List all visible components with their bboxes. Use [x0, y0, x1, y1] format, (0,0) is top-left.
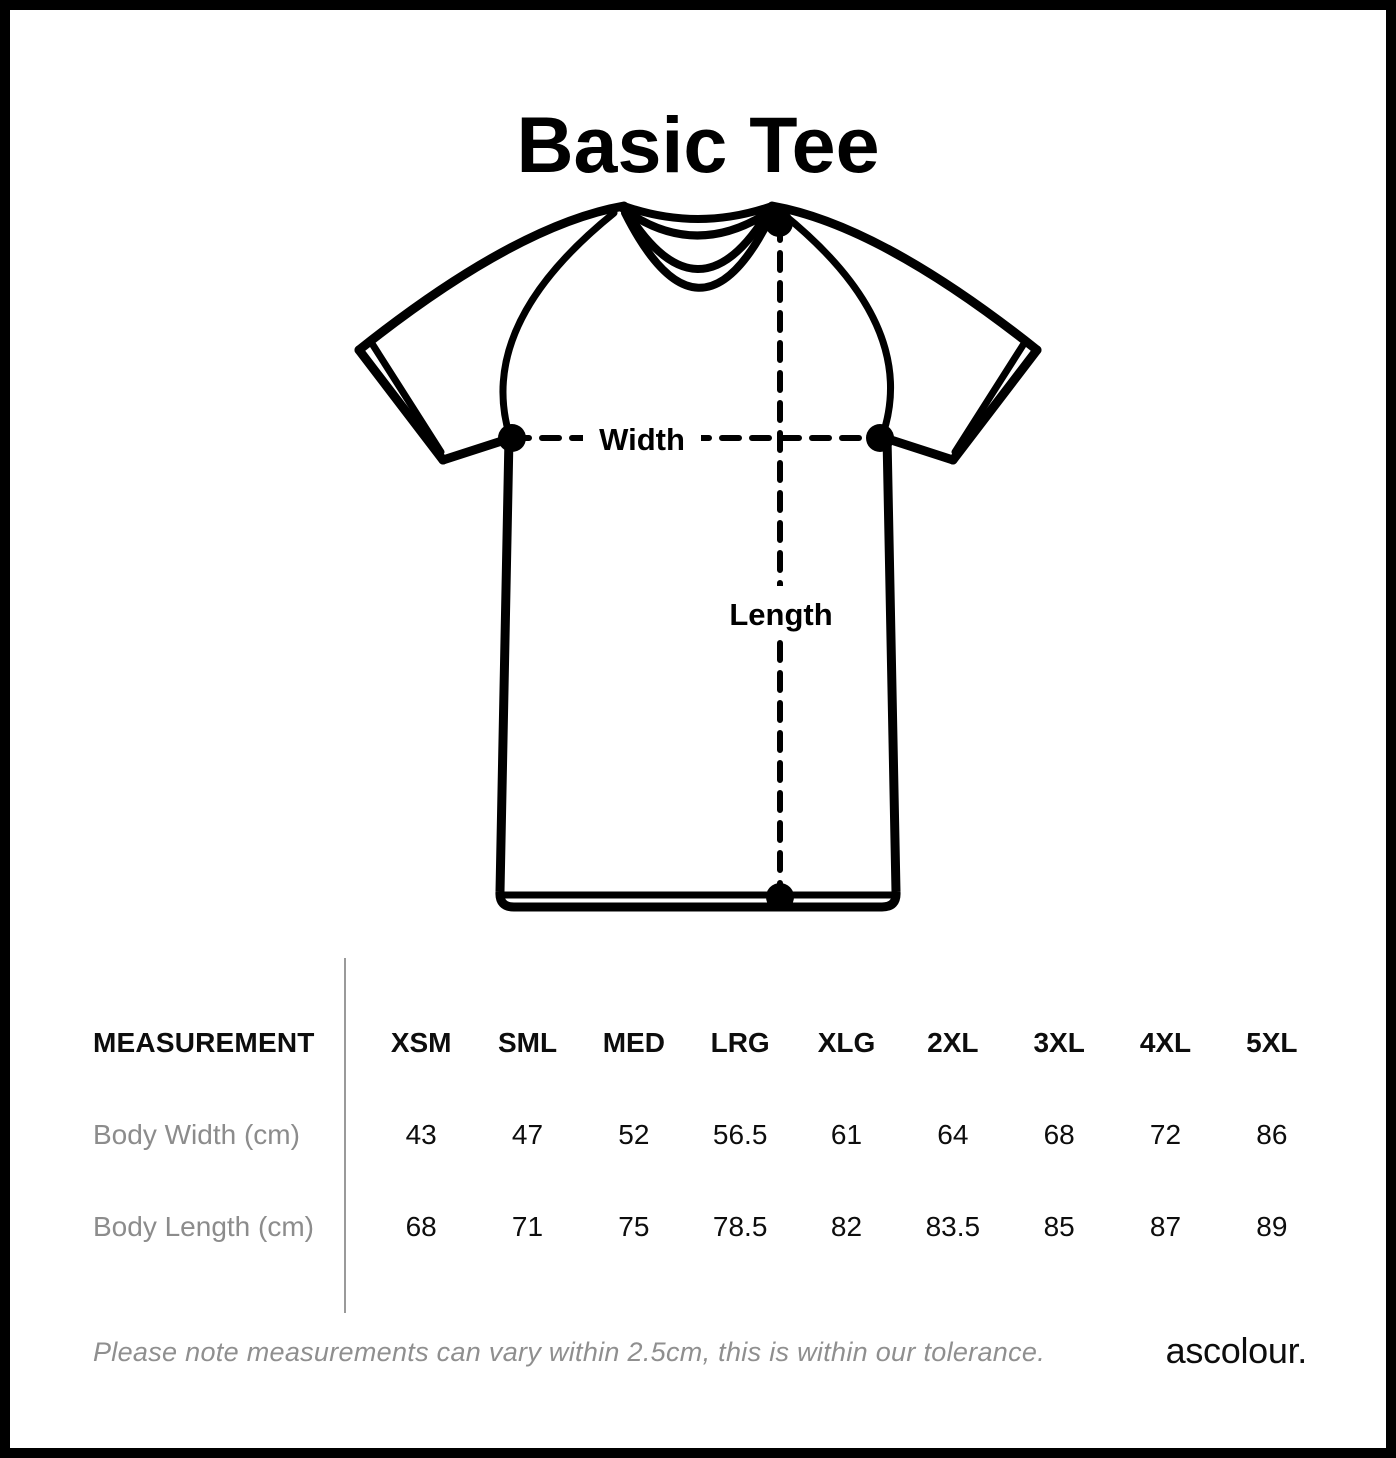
value-cell: 89 [1256, 1211, 1288, 1242]
table-divider-line [344, 958, 346, 1313]
header-5xl: 5XL [1246, 1027, 1298, 1058]
right-shoulder-edge [772, 206, 1037, 350]
value-cell: 68 [405, 1211, 437, 1242]
left-cuff-edge [359, 350, 443, 460]
right-cuff-stitch [955, 342, 1025, 452]
row-label: Body Length (cm) [93, 1211, 314, 1242]
table-row-body-width [60, 1089, 1325, 1181]
value-cell: 43 [405, 1119, 437, 1150]
back-neck-edge [624, 206, 772, 219]
table-row-body-length [60, 1181, 1325, 1273]
value-cell: 85 [1043, 1211, 1075, 1242]
value-cell: 64 [937, 1119, 969, 1150]
right-armpit-dot [866, 424, 894, 452]
header-xlg: XLG [817, 1027, 876, 1058]
length-label: Length [729, 597, 833, 632]
value-cell: 71 [511, 1211, 544, 1242]
header-xsm: XSM [390, 1027, 452, 1058]
neck-point-dot [765, 209, 793, 237]
header-sml: SML [497, 1027, 558, 1058]
value-cell: 47 [511, 1119, 544, 1150]
body-outline [500, 437, 896, 907]
brand-logo: ascolour. [1165, 1330, 1307, 1371]
value-cell: 87 [1149, 1211, 1182, 1242]
header-2xl: 2XL [927, 1027, 979, 1058]
tshirt-measurement-diagram [350, 190, 1050, 920]
value-cell: 83.5 [925, 1211, 981, 1242]
row-label: Body Width (cm) [93, 1119, 300, 1150]
value-cell: 68 [1043, 1119, 1075, 1150]
value-cell: 78.5 [712, 1211, 768, 1242]
value-cell: 75 [618, 1211, 650, 1242]
left-armpit-dot [498, 424, 526, 452]
value-cell: 72 [1149, 1119, 1182, 1150]
header-med: MED [602, 1027, 665, 1058]
value-cell: 61 [830, 1119, 863, 1150]
table-header-row [60, 997, 1325, 1089]
right-underarm-edge [888, 439, 953, 460]
value-cell: 56.5 [712, 1119, 768, 1150]
tolerance-note: Please note measurements can vary within 2.5cm, this is within our tolerance. [93, 1337, 1046, 1367]
left-shoulder-edge [359, 206, 624, 350]
value-cell: 82 [830, 1211, 863, 1242]
page-title: Basic Tee [516, 99, 880, 189]
header-4xl: 4XL [1139, 1027, 1192, 1058]
header-lrg: LRG [710, 1027, 770, 1058]
width-label: Width [599, 422, 685, 457]
hem-point-dot [766, 883, 794, 911]
right-cuff-edge [953, 350, 1037, 460]
size-table [60, 958, 1325, 1273]
header-measurement: MEASUREMENT [93, 1027, 315, 1058]
value-cell: 86 [1256, 1119, 1288, 1150]
header-3xl: 3XL [1033, 1027, 1085, 1058]
value-cell: 52 [618, 1119, 650, 1150]
left-cuff-stitch [371, 342, 441, 452]
left-underarm-edge [443, 439, 508, 460]
